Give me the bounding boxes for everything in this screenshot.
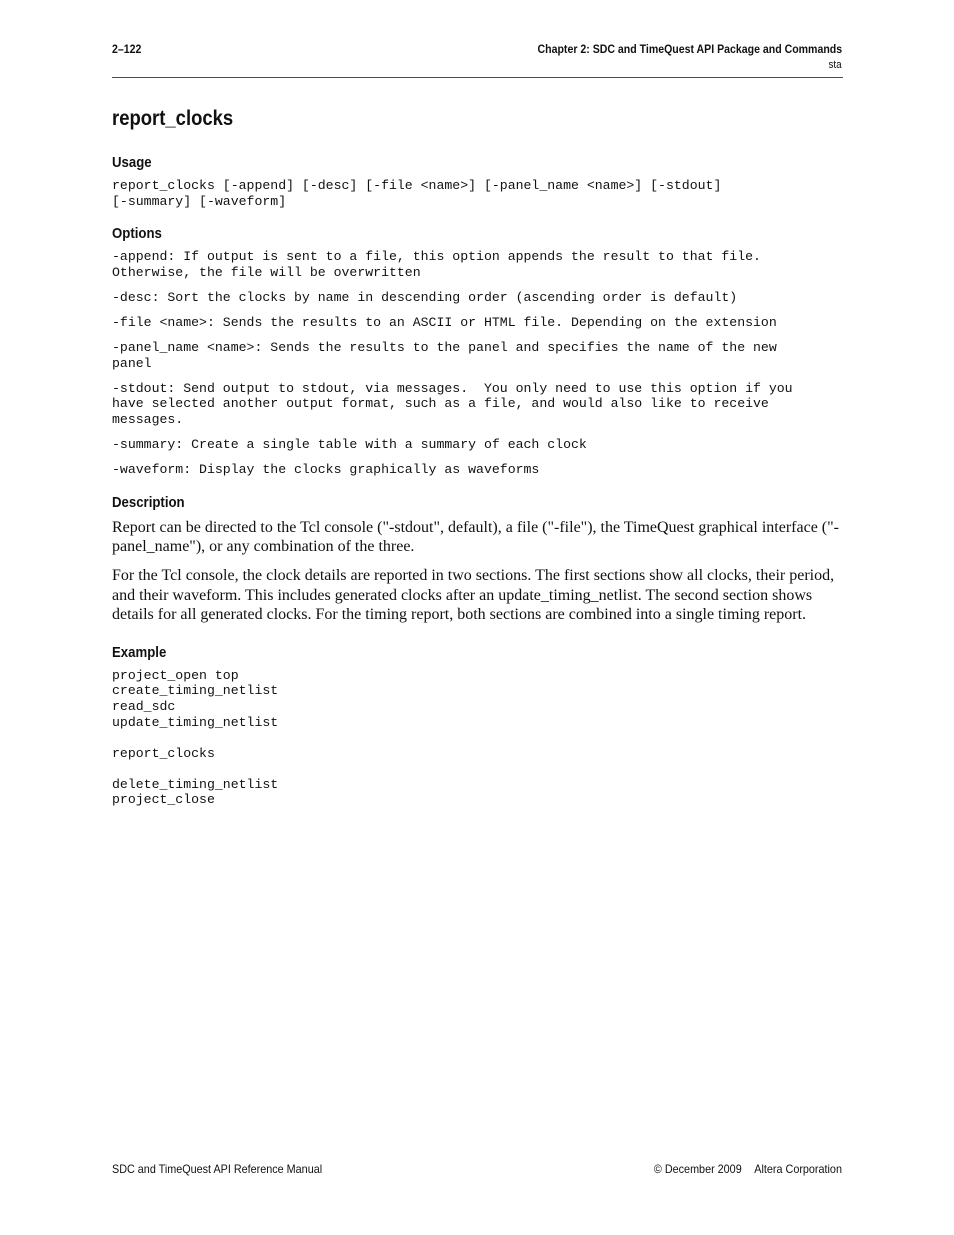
header-divider xyxy=(112,77,843,78)
option-line: -panel_name <name>: Sends the results to the panel and specifies the name of the new xyxy=(112,340,777,356)
option-line: panel xyxy=(112,355,152,371)
chapter-title: Chapter 2: SDC and TimeQuest API Package and Commands xyxy=(537,42,842,56)
copyright-date: © December 2009 xyxy=(653,1162,742,1176)
option-line: -waveform: Display the clocks graphically as waveforms xyxy=(112,462,540,478)
company-name: Altera Corporation xyxy=(754,1162,842,1176)
option-item xyxy=(112,381,842,428)
usage-line: report_clocks [-append] [-desc] [-file <name>] [-panel_name <name>] [-stdout] xyxy=(112,178,722,193)
footer-copyright xyxy=(654,1162,842,1176)
usage-heading: Usage xyxy=(112,154,152,171)
code-line xyxy=(112,761,842,777)
code-line: project_open top xyxy=(112,667,239,683)
section-tag: sta xyxy=(828,59,842,71)
code-line xyxy=(112,730,842,746)
code-line: delete_timing_netlist xyxy=(112,776,279,792)
example-code xyxy=(112,668,842,808)
option-item xyxy=(112,315,842,331)
option-item xyxy=(112,462,842,478)
code-line: update_timing_netlist xyxy=(112,714,279,730)
usage-code xyxy=(112,178,842,209)
code-line: create_timing_netlist xyxy=(112,683,279,699)
option-line: Otherwise, the file will be overwritten xyxy=(112,264,421,280)
options-heading: Options xyxy=(112,225,162,243)
code-line: read_sdc xyxy=(112,698,176,714)
manual-title: SDC and TimeQuest API Reference Manual xyxy=(112,1162,323,1176)
option-line: -file <name>: Sends the results to an ASCII or HTML file. Depending on the extension xyxy=(112,314,777,330)
description-heading: Description xyxy=(112,493,185,511)
page-footer xyxy=(112,1162,842,1178)
option-line: -summary: Create a single table with a summary of each clock xyxy=(112,437,587,453)
option-item xyxy=(112,249,842,280)
description-paragraph: Report can be directed to the Tcl console ("-stdout", default), a file ("-file"), the TimeQuest graphical interface ("-panel_name"), or any combination of the three. xyxy=(112,518,839,556)
option-item xyxy=(112,437,842,453)
page-content xyxy=(112,104,842,808)
page-number: 2–122 xyxy=(112,42,142,56)
example-heading: Example xyxy=(112,643,167,661)
option-item xyxy=(112,290,842,306)
code-line: report_clocks xyxy=(112,745,215,761)
option-item xyxy=(112,340,842,371)
option-line: -append: If output is sent to a file, this option appends the result to that file. xyxy=(112,249,761,265)
options-list xyxy=(112,249,842,478)
page-header xyxy=(112,42,842,78)
command-title: report_clocks xyxy=(112,107,234,130)
option-line: -desc: Sort the clocks by name in descending order (ascending order is default) xyxy=(112,289,738,305)
usage-line: [-summary] [-waveform] xyxy=(112,193,287,209)
description-paragraph: For the Tcl console, the clock details are reported in two sections. The first sections show all clocks, their period, and their waveform. This includes generated clocks after an update_timing_netlist. The second section shows details for all generated clocks. For the timing report, both sections are combined into a single timing report. xyxy=(112,567,835,624)
option-line: -stdout: Send output to stdout, via messages. You only need to use this option if you xyxy=(112,380,793,396)
option-line: messages. xyxy=(112,411,184,427)
code-line: project_close xyxy=(112,792,215,808)
option-line: have selected another output format, such as a file, and would also like to receive xyxy=(112,396,769,412)
